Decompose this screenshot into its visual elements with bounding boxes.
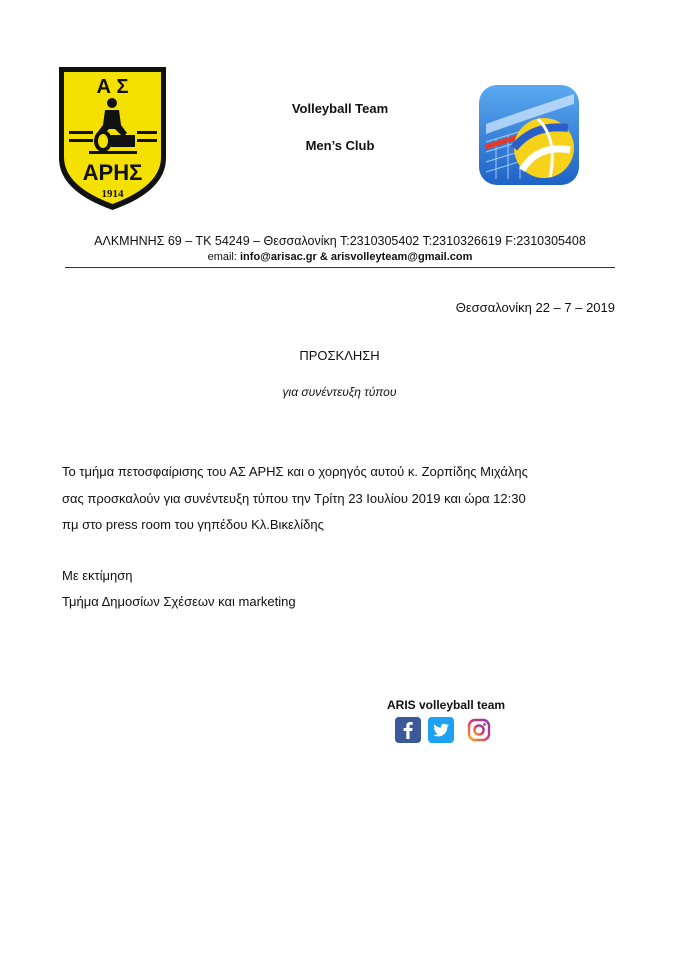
closing-department: Τμήμα Δημοσίων Σχέσεων και marketing — [62, 594, 296, 609]
body-line: σας προσκαλούν για συνέντευξη τύπου την Τρίτη 23 Ιουλίου 2019 και ώρα 12:30 — [62, 490, 526, 506]
aris-crest-logo — [55, 63, 170, 213]
header-divider — [65, 267, 615, 268]
signature: ARIS volleyball team — [387, 698, 506, 712]
team-title: Volleyball Team — [291, 101, 389, 116]
email-label: email: — [207, 251, 237, 263]
email-line — [62, 251, 618, 263]
instagram-icon[interactable] — [466, 717, 492, 743]
logo-year: 1914 — [101, 188, 124, 200]
email-info-link[interactable]: info@arisac.gr — [240, 251, 317, 263]
logo-word: ΑΡΗΣ — [82, 160, 143, 185]
email-separator: & — [319, 251, 328, 263]
email-team-link[interactable]: arisvolleyteam@gmail.com — [330, 251, 473, 263]
logo-letters-top: Α Σ — [96, 76, 129, 98]
volleyball-app-icon — [478, 84, 580, 186]
letter-body — [62, 459, 622, 539]
closing-greeting: Με εκτίμηση — [62, 568, 133, 583]
body-line: πμ στο press room του γηπέδου Κλ.Βικελίδης — [62, 517, 324, 532]
team-subtitle: Men’s Club — [305, 138, 375, 153]
address-line: ΑΛΚΜΗΝΗΣ 69 – ΤΚ 54249 – Θεσσαλονίκη Τ:2310305402 Τ:2310326619 F:2310305408 — [94, 234, 586, 248]
letter-title: ΠΡΟΣΚΛΗΣΗ — [299, 348, 380, 363]
letter-subtitle: για συνέντευξη τύπου — [282, 385, 397, 399]
twitter-icon[interactable] — [428, 717, 454, 743]
facebook-icon[interactable] — [395, 717, 421, 743]
body-line: Το τμήμα πετοσφαίρισης του ΑΣ ΑΡΗΣ και ο χορηγός αυτού κ. Ζορπίδης Μιχάλης — [62, 464, 528, 479]
letter-date: Θεσσαλονίκη 22 – 7 – 2019 — [455, 300, 615, 315]
